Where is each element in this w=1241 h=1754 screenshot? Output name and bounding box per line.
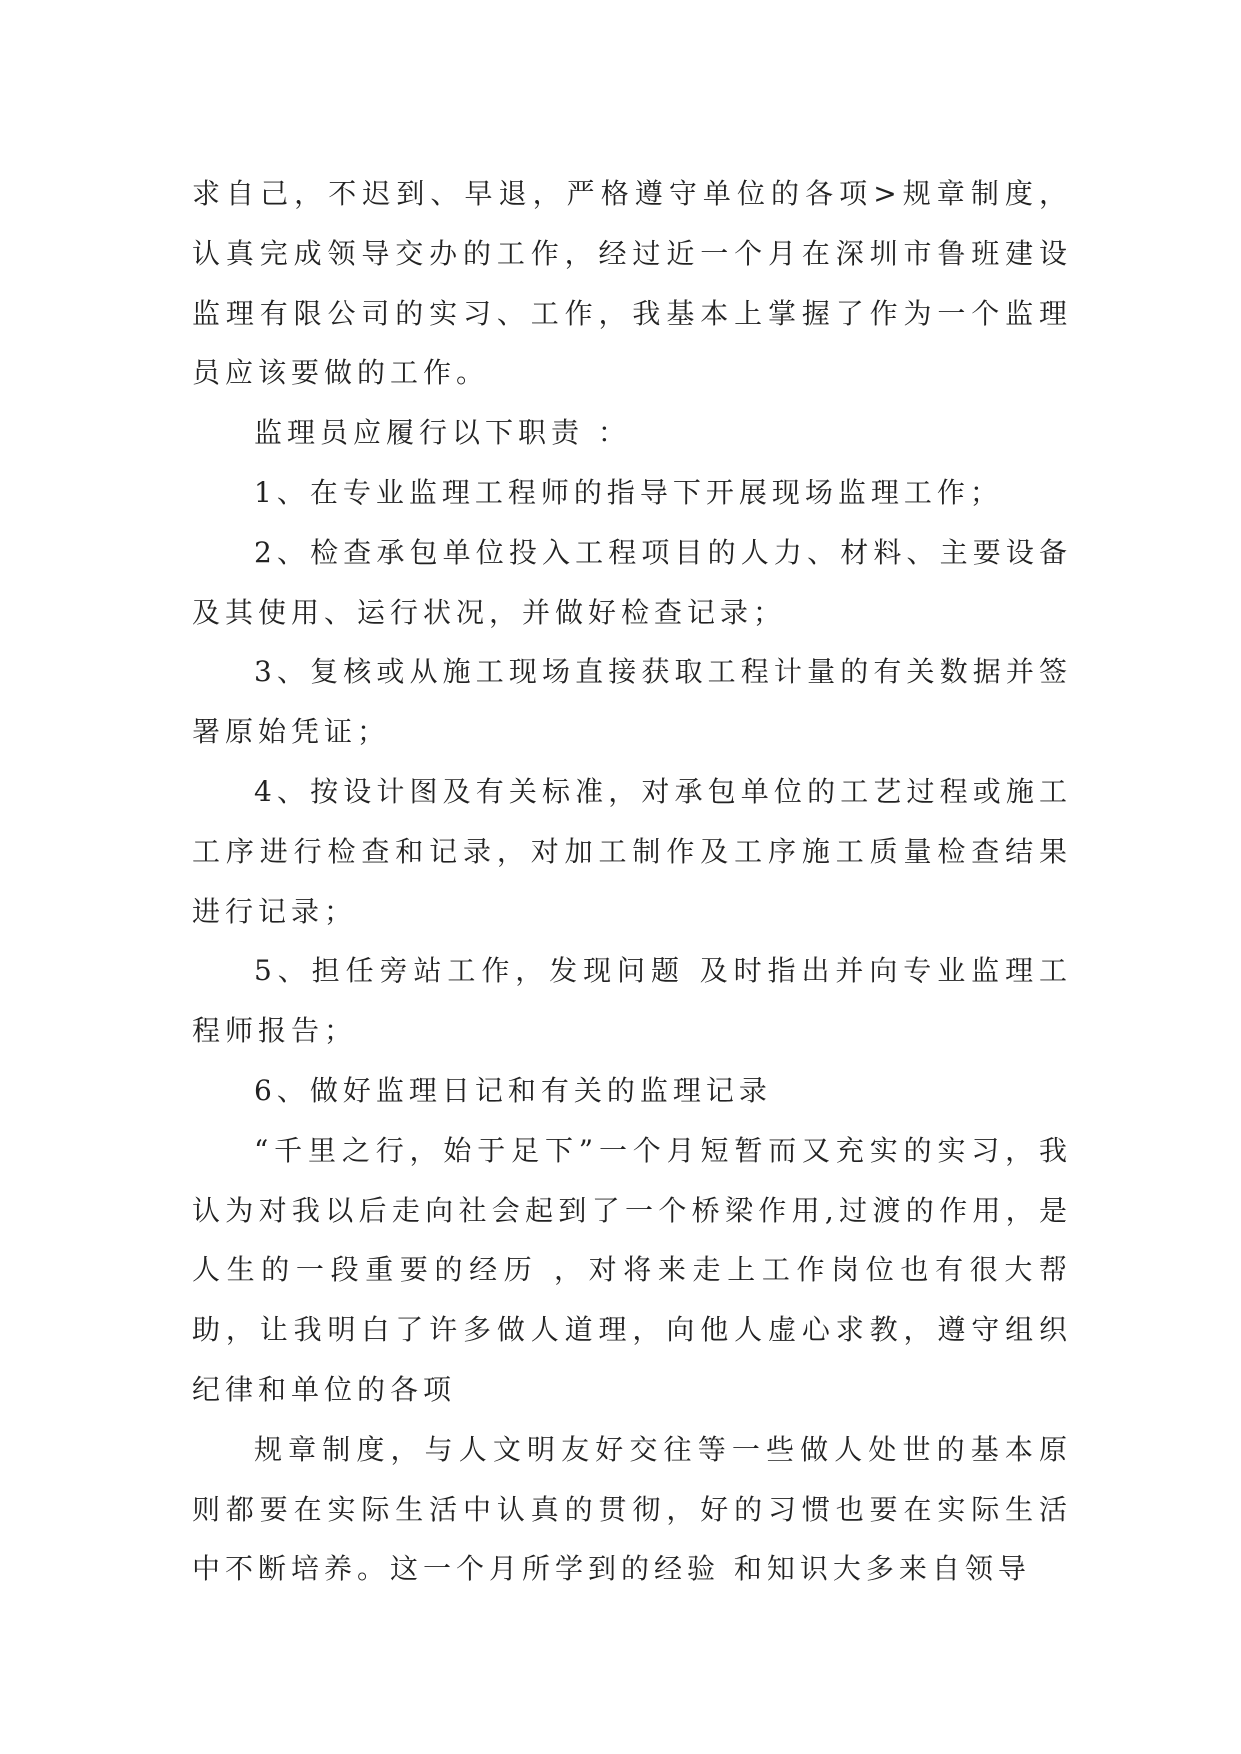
paragraph: 3、复核或从施工现场直接获取工程计量的有关数据并签署原始凭证； <box>192 655 1072 749</box>
paragraph: “千里之行，始于足下”一个月短暂而又充实的实习，我认为对我以后走向社会起到了一个桥梁作用,过渡的作用，是人生的一段重要的经历 ，对将来走上工作岗位也有很大帮助，让我明白了许多做人道理，向他人虚心求教，遵守组织纪律和单位的各项 <box>192 1133 1072 1406</box>
paragraph: 5、担任旁站工作，发现问题 及时指出并向专业监理工程师报告； <box>192 954 1072 1048</box>
paragraph: 2、检查承包单位投入工程项目的人力、材料、主要设备及其使用、运行状况，并做好检查记录； <box>192 535 1072 629</box>
paragraph: 求自己，不迟到、早退，严格遵守单位的各项>规章制度，认真完成领导交办的工作，经过近一个月在深圳市鲁班建设监理有限公司的实习、工作，我基本上掌握了作为一个监理员应该要做的工作。 <box>192 177 1072 390</box>
document-body <box>192 164 1072 1599</box>
paragraph: 1、在专业监理工程师的指导下开展现场监理工作； <box>254 475 1003 509</box>
paragraph: 规章制度，与人文明友好交往等一些做人处世的基本原则都要在实际生活中认真的贯彻，好的习惯也要在实际生活中不断培养。这一个月所学到的经验 和知识大多来自领导 <box>192 1432 1072 1586</box>
paragraph: 4、按设计图及有关标准，对承包单位的工艺过程或施工工序进行检查和记录，对加工制作及工序施工质量检查结果进行记录； <box>192 774 1072 928</box>
paragraph: 监理员应履行以下职责 ： <box>254 416 631 450</box>
paragraph: 6、做好监理日记和有关的监理记录 <box>254 1073 772 1107</box>
